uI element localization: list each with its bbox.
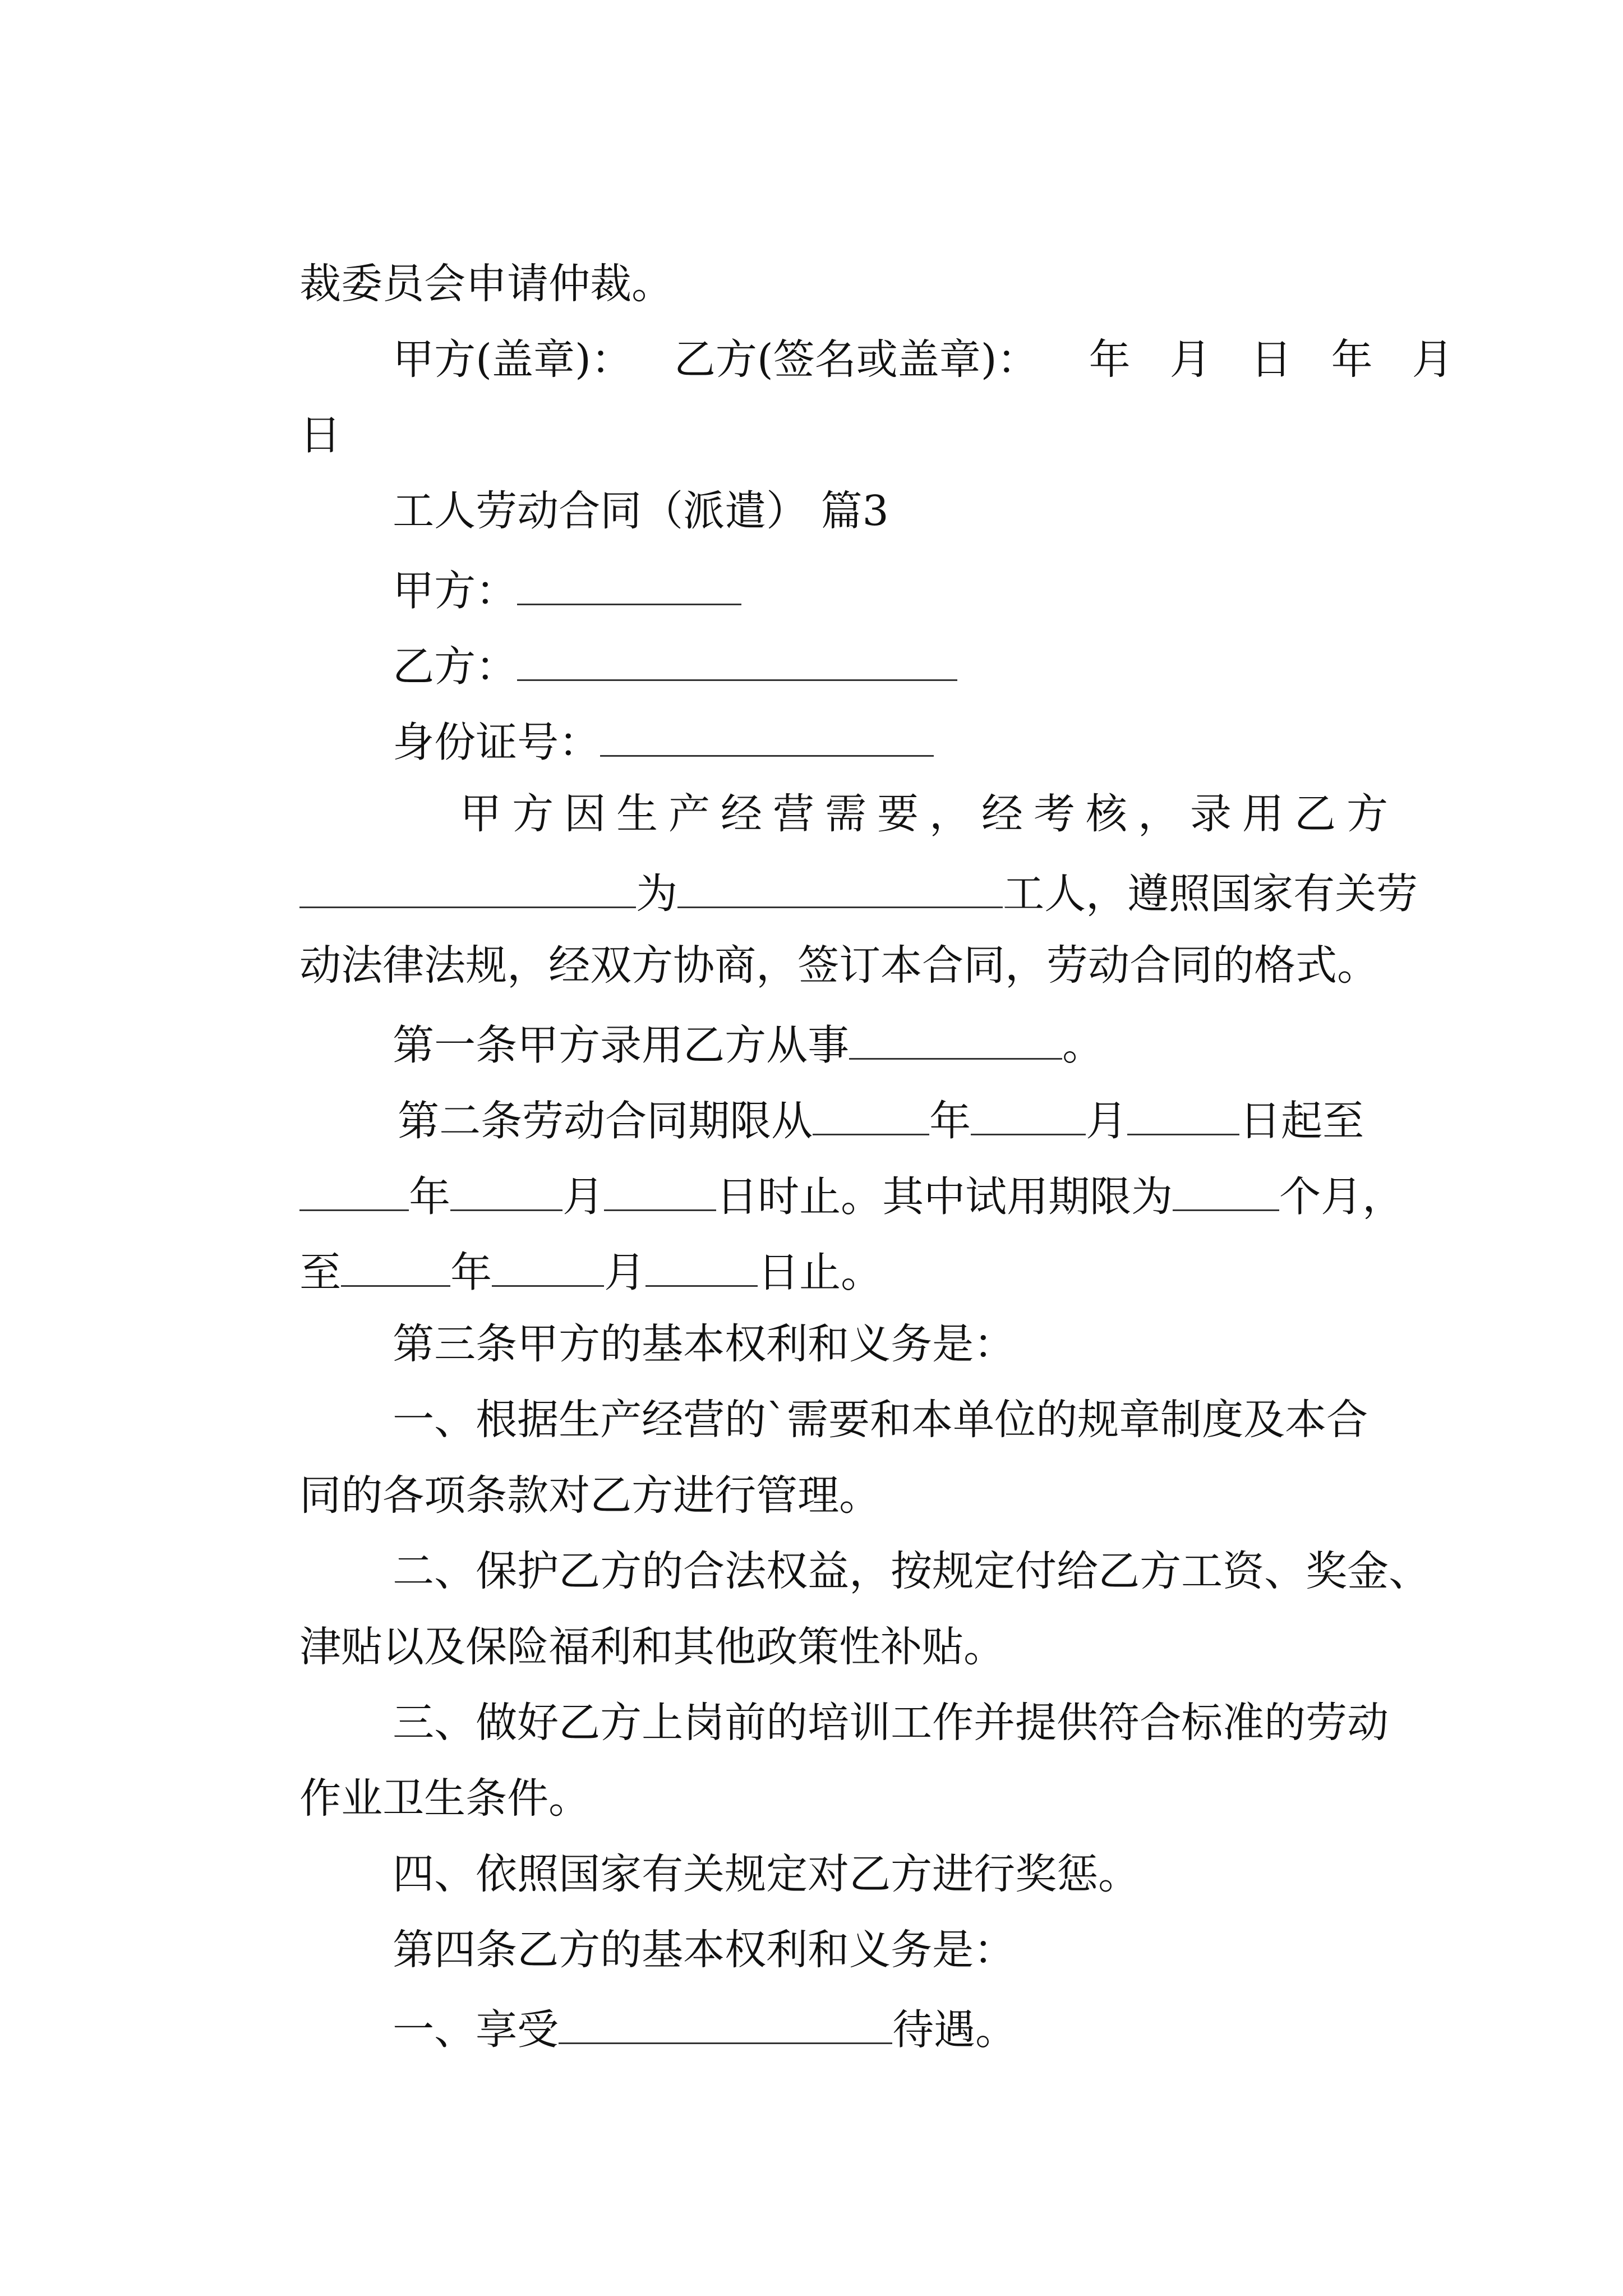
date-month-label: 月: [1169, 335, 1211, 384]
party-a-blank: [517, 566, 741, 605]
party-b-blank: [517, 642, 957, 681]
text-span: 年: [929, 1097, 971, 1145]
start-month-blank: [971, 1096, 1086, 1135]
probation-months-blank: [1173, 1172, 1279, 1211]
text-span: 年: [409, 1172, 451, 1221]
end-year-blank: [299, 1172, 409, 1211]
text-span: 第二条劳动合同期限从: [398, 1097, 813, 1145]
text-span: 第一条甲方录用乙方从事: [393, 1021, 850, 1070]
date-year-label: 年: [1089, 335, 1131, 384]
text-span: 日止。: [758, 1248, 883, 1297]
signature-line: [340, 297, 1454, 422]
end-month-blank: [450, 1172, 562, 1211]
benefit-blank: [559, 2005, 892, 2044]
text-span: 至: [299, 1248, 342, 1297]
date-month-label: 月: [1412, 335, 1454, 384]
job-blank: [849, 1020, 1062, 1060]
text-span: 第三条甲方的基本权利和义务是：: [393, 1320, 1016, 1368]
text-span: 月: [1086, 1097, 1128, 1145]
heading-text: 工人劳动合同（派遣） 篇3: [393, 487, 889, 535]
text-span: 日起至: [1239, 1097, 1364, 1145]
text-span: 第四条乙方的基本权利和义务是：: [393, 1926, 1016, 1974]
text-span: 。: [1062, 1021, 1104, 1070]
text-span: 津贴以及保险福利和其他政策性补贴。: [299, 1623, 1006, 1671]
text-span: 待遇。: [892, 2005, 1017, 2054]
worker-type-blank: [677, 869, 1003, 908]
id-number-blank: [600, 717, 934, 757]
text-span: 三、做好乙方上岗前的培训工作并提供符合标准的劳动: [393, 1699, 1389, 1747]
text-span: 动法律法规，经双方协商，签订本合同，劳动合同的格式。: [299, 941, 1379, 990]
text-span: 甲方因生产经营需要，经考核，录用乙方: [460, 790, 1388, 838]
probation-end-day-blank: [645, 1248, 758, 1287]
text-span: 一、享受: [393, 2005, 559, 2054]
date-year-label: 年: [1331, 335, 1373, 384]
text-span: 日时止。其中试用期限为: [716, 1172, 1173, 1221]
text-span: 同的各项条款对乙方进行管理。: [299, 1471, 881, 1520]
probation-end-year-blank: [341, 1248, 450, 1287]
probation-end-month-blank: [492, 1248, 604, 1287]
text-span: 二、保护乙方的合法权益，按规定付给乙方工资、奖金、: [393, 1547, 1431, 1595]
text-span: 为: [636, 869, 678, 918]
text-line: [340, 1963, 1017, 2092]
end-day-blank: [604, 1172, 716, 1211]
text-line: [247, 373, 341, 498]
text-span: 月: [604, 1248, 646, 1297]
date-day-label: 日: [299, 411, 342, 459]
text-span: 四、依照国家有关规定对乙方进行奖惩。: [393, 1850, 1140, 1898]
employ-position-blank: [299, 869, 636, 908]
party-b-sign-label: 乙方(签名或盖章)：: [674, 335, 1039, 384]
party-b-label: 乙方：: [393, 642, 518, 691]
text-span: 工人，遵照国家有关劳: [1003, 869, 1418, 918]
start-day-blank: [1127, 1096, 1239, 1135]
text-span: 个月，: [1279, 1172, 1404, 1221]
id-number-label: 身份证号：: [393, 718, 601, 767]
text-span: 一、根据生产经营的`需要和本单位的规章制度及本合: [393, 1396, 1368, 1444]
date-day-label: 日: [1250, 335, 1292, 384]
text-span: 年: [450, 1248, 492, 1297]
party-a-seal-label: 甲方(盖章)：: [393, 335, 633, 384]
party-a-label: 甲方：: [393, 567, 518, 615]
start-year-blank: [813, 1096, 929, 1135]
text-span: 裁委员会申请仲裁。: [299, 260, 674, 308]
text-span: 作业卫生条件。: [299, 1774, 591, 1823]
text-span: 月: [562, 1172, 605, 1221]
